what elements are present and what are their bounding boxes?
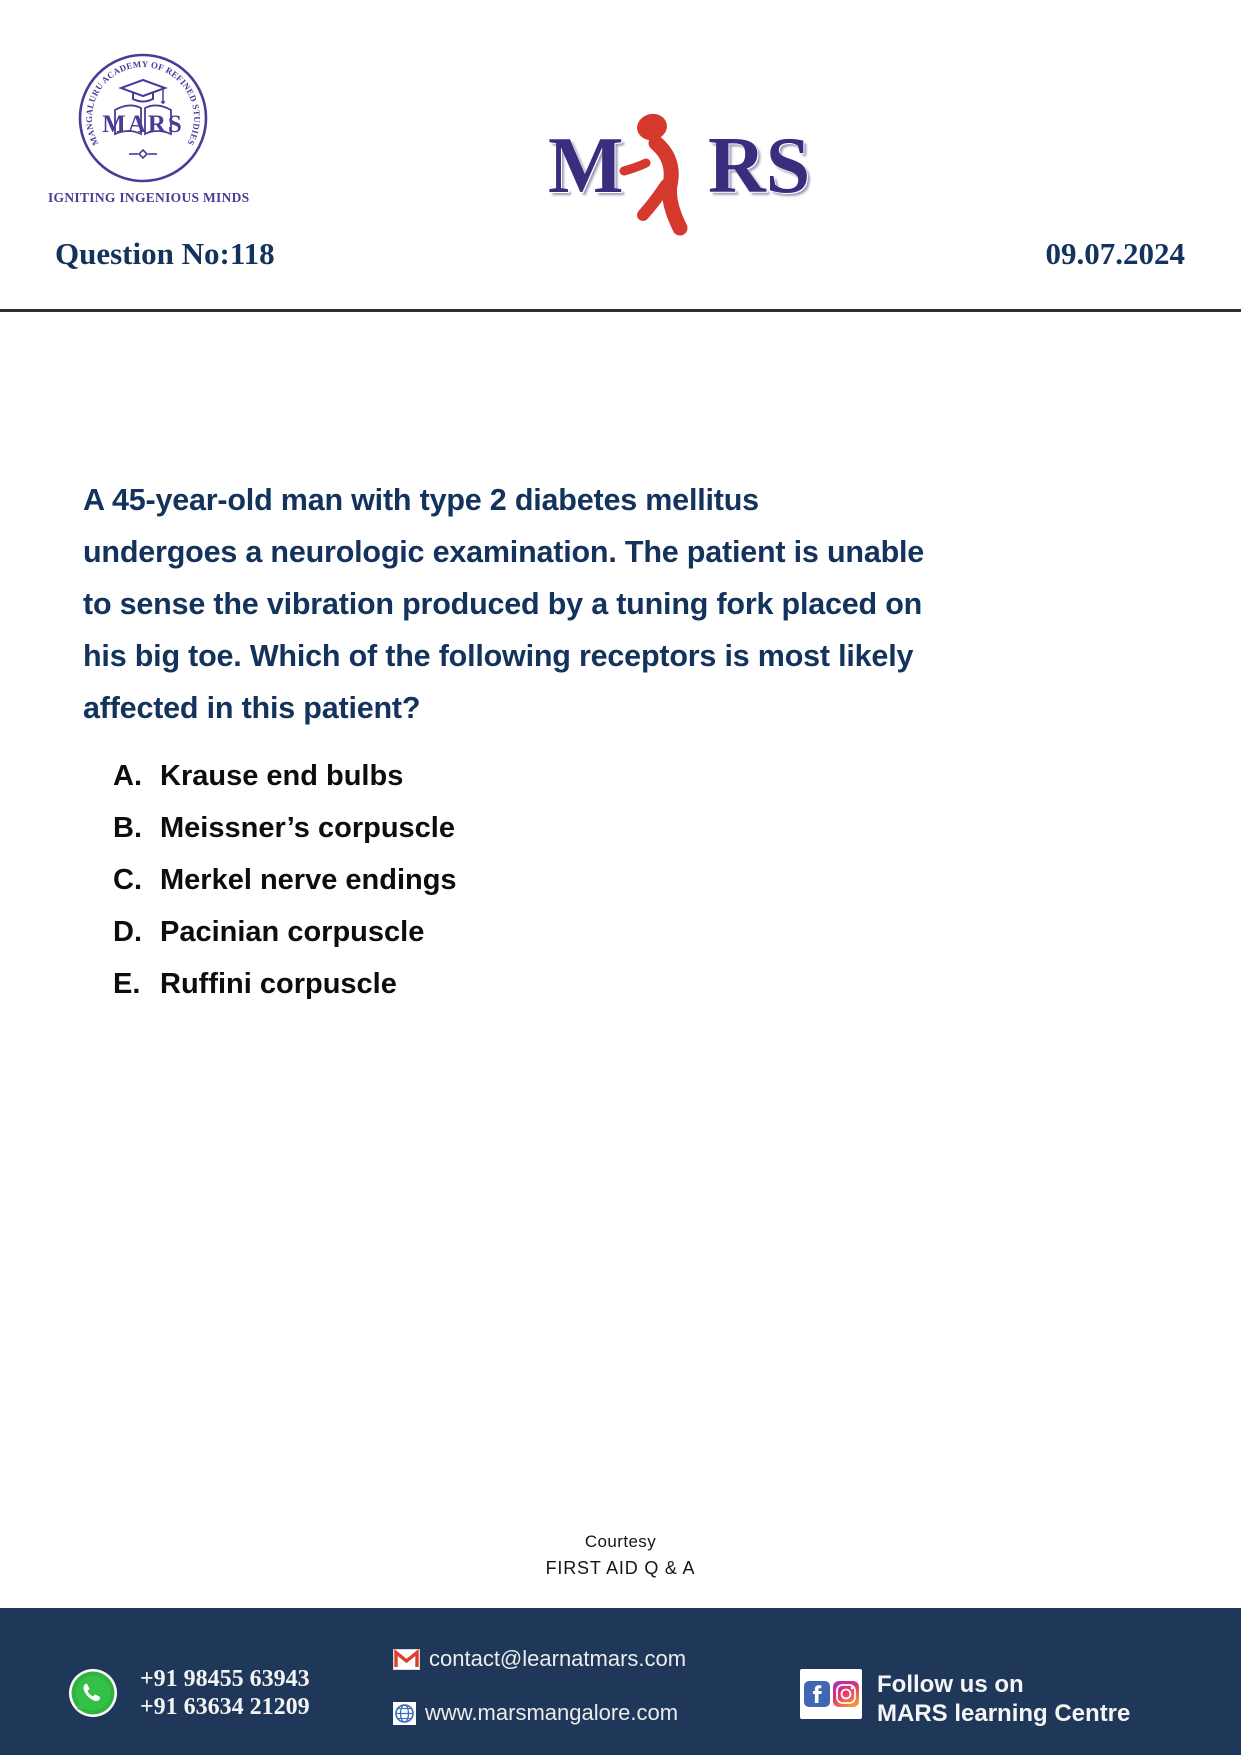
website-address[interactable]: www.marsmangalore.com — [425, 1700, 679, 1725]
academy-seal-icon — [75, 50, 211, 186]
option-b — [113, 802, 457, 854]
option-letter: E. — [113, 968, 141, 1000]
question-line: undergoes a neurologic examination. The patient is unable — [83, 535, 925, 569]
date: 09.07.2024 — [1045, 236, 1185, 271]
graduation-cap-icon — [121, 80, 165, 104]
follow-line-2: MARS learning Centre — [877, 1700, 1131, 1727]
option-e — [113, 958, 457, 1010]
whatsapp-icon[interactable] — [68, 1668, 118, 1718]
follow-line-1: Follow us on — [877, 1671, 1024, 1698]
website-contact[interactable] — [393, 1700, 678, 1726]
email-contact[interactable] — [393, 1646, 686, 1672]
option-c — [113, 854, 457, 906]
mars-logo-letters-rs: RS — [708, 122, 811, 210]
option-text: Merkel nerve endings — [160, 864, 457, 896]
email-address[interactable]: contact@learnatmars.com — [429, 1646, 687, 1671]
courtesy-source: FIRST AID Q & A — [545, 1558, 696, 1578]
option-text: Pacinian corpuscle — [160, 916, 425, 948]
option-text: Ruffini corpuscle — [160, 968, 397, 1000]
question-line: A 45-year-old man with type 2 diabetes mellitus — [83, 483, 759, 517]
seal-ornament — [129, 150, 157, 158]
option-text: Krause end bulbs — [160, 760, 404, 792]
globe-icon — [393, 1702, 416, 1725]
option-text: Meissner’s corpuscle — [160, 812, 455, 844]
footer-bar — [0, 1608, 1241, 1755]
social-icons — [800, 1669, 862, 1719]
mars-logo — [548, 106, 818, 238]
phone-numbers — [140, 1665, 310, 1721]
phone-number-2: +91 63634 21209 — [140, 1694, 310, 1720]
question-line: his big toe. Which of the following receptors is most likely — [83, 639, 914, 673]
seal-circle-text: MANGALURU ACADEMY OF REFINED STUDIES — [83, 58, 203, 148]
courtesy-note — [0, 1532, 1241, 1579]
option-d — [113, 906, 457, 958]
phone-number-1: +91 98455 63943 — [140, 1666, 310, 1692]
option-letter: A. — [113, 760, 142, 792]
question-text — [83, 474, 1123, 734]
facebook-icon[interactable] — [804, 1681, 830, 1707]
gmail-icon — [393, 1649, 420, 1670]
running-figure-icon — [610, 106, 716, 241]
option-a — [113, 750, 457, 802]
option-letter: C. — [113, 864, 142, 896]
question-line: affected in this patient? — [83, 691, 421, 725]
question-line: to sense the vibration produced by a tuning fork placed on — [83, 587, 923, 621]
academy-seal — [48, 50, 250, 206]
mars-logo-letter-m: M — [548, 122, 624, 210]
header-divider — [0, 309, 1241, 312]
follow-us-text — [877, 1670, 1130, 1728]
seal-tagline: IGNITING INGENIOUS MINDS — [48, 190, 250, 205]
option-letter: B. — [113, 812, 142, 844]
options-list — [113, 750, 457, 1010]
seal-word: MARS — [102, 111, 184, 138]
instagram-icon[interactable] — [833, 1681, 859, 1707]
option-letter: D. — [113, 916, 142, 948]
question-number: Question No:118 — [55, 236, 275, 271]
courtesy-label: Courtesy — [584, 1532, 657, 1551]
